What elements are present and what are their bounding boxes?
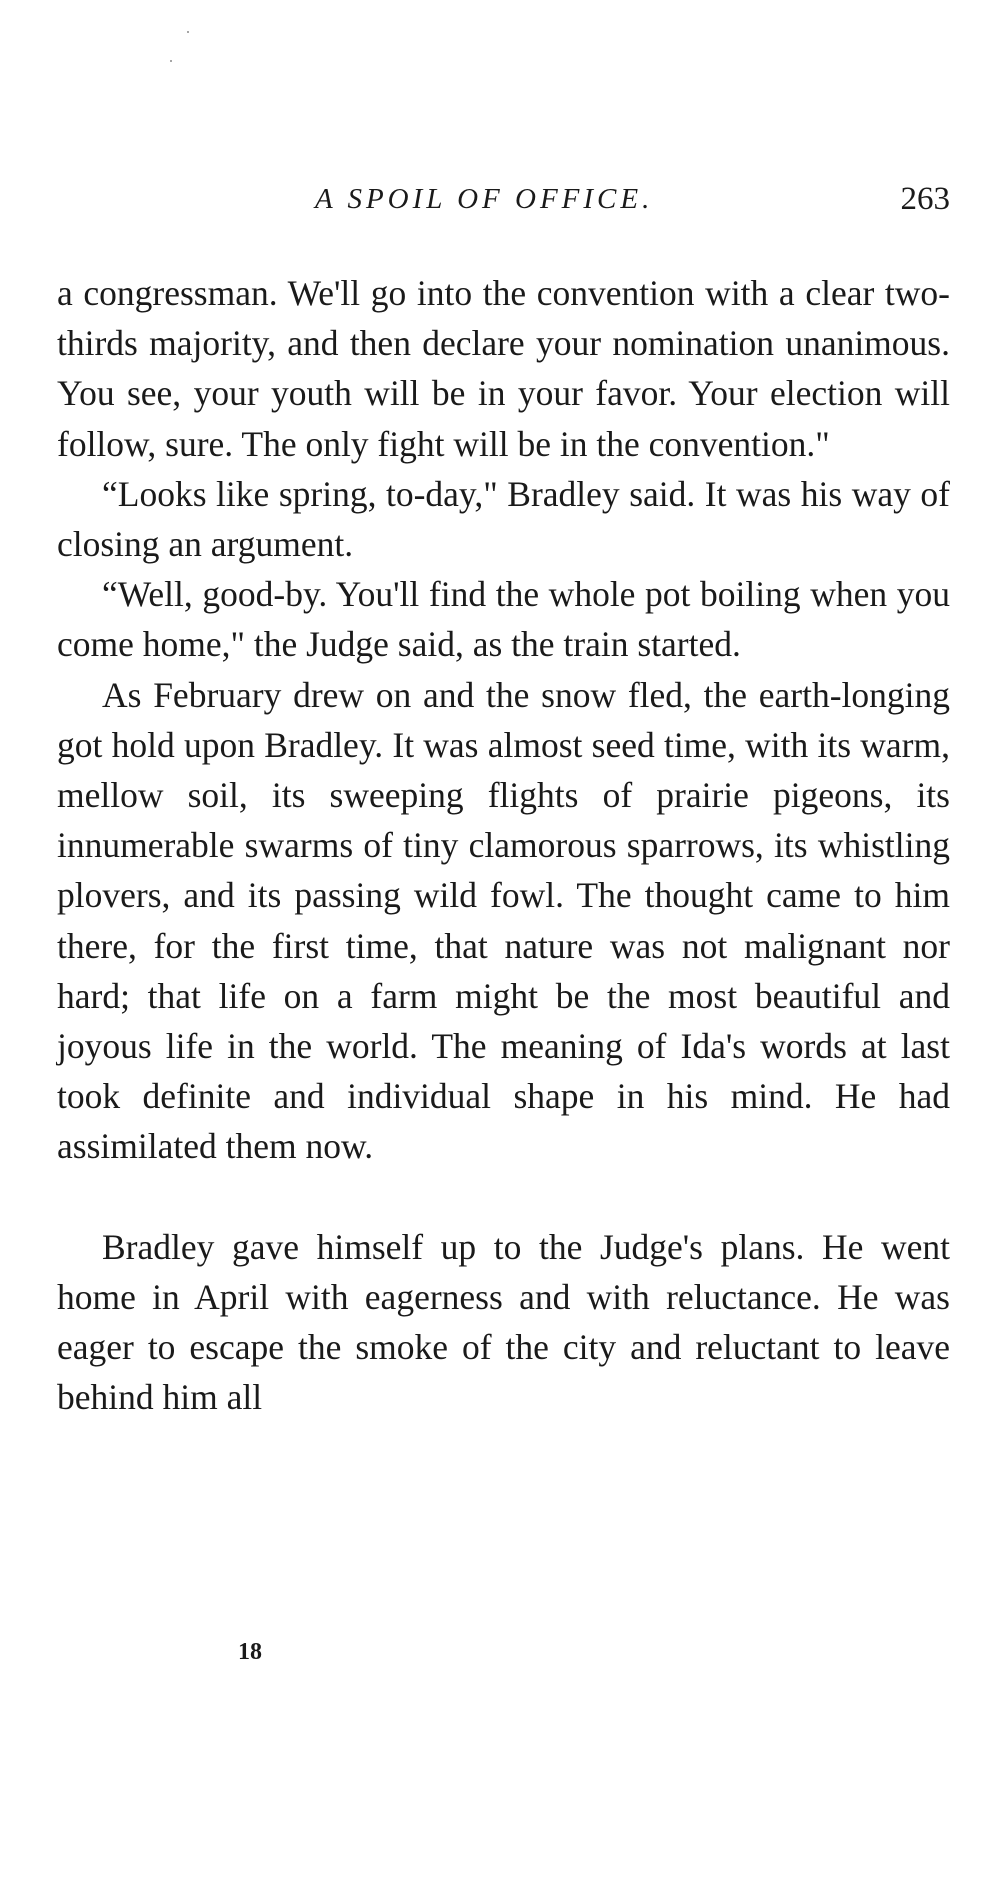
- running-head: [57, 178, 950, 220]
- paragraph: “Well, good-by. You'll find the whole pot boiling when you come home," the Judge said, as the train started.: [57, 574, 950, 665]
- running-title: A SPOIL OF OFFICE.: [315, 183, 654, 215]
- paragraph: Bradley gave himself up to the Judge's plans. He went home in April with eagerness and with reluctance. He was eager to escape the smoke of the city and reluctant to leave behind him all: [57, 1226, 950, 1418]
- paper-speck: [170, 60, 172, 62]
- signature-mark: 18: [238, 1639, 262, 1665]
- page-number: 263: [900, 181, 950, 217]
- paper-speck: [187, 31, 189, 33]
- body-text: [57, 268, 950, 1422]
- paragraph: As February drew on and the snow fled, the earth-longing got hold upon Bradley. It was almost seed time, with its warm, mellow soil, its sweeping flights of prairie pigeons, its innumerable swarms of tiny clamorous sparrows, its whistling plovers, and its passing wild fowl. The thought came to him there, for the first time, that nature was not malignant nor hard; that life on a farm might be the most beautiful and joyous life in the world. The meaning of Ida's words at last took definite and individual shape in his mind. He had assimilated them now.: [57, 674, 950, 1167]
- paragraph: a congressman. We'll go into the convention with a clear two-thirds majority, and then declare your nomination unanimous. You see, your youth will be in your favor. Your election will follow, sure. The only fight will be in the convention.": [57, 273, 950, 464]
- paragraph: “Looks like spring, to-day," Bradley said. It was his way of closing an argument.: [57, 473, 950, 565]
